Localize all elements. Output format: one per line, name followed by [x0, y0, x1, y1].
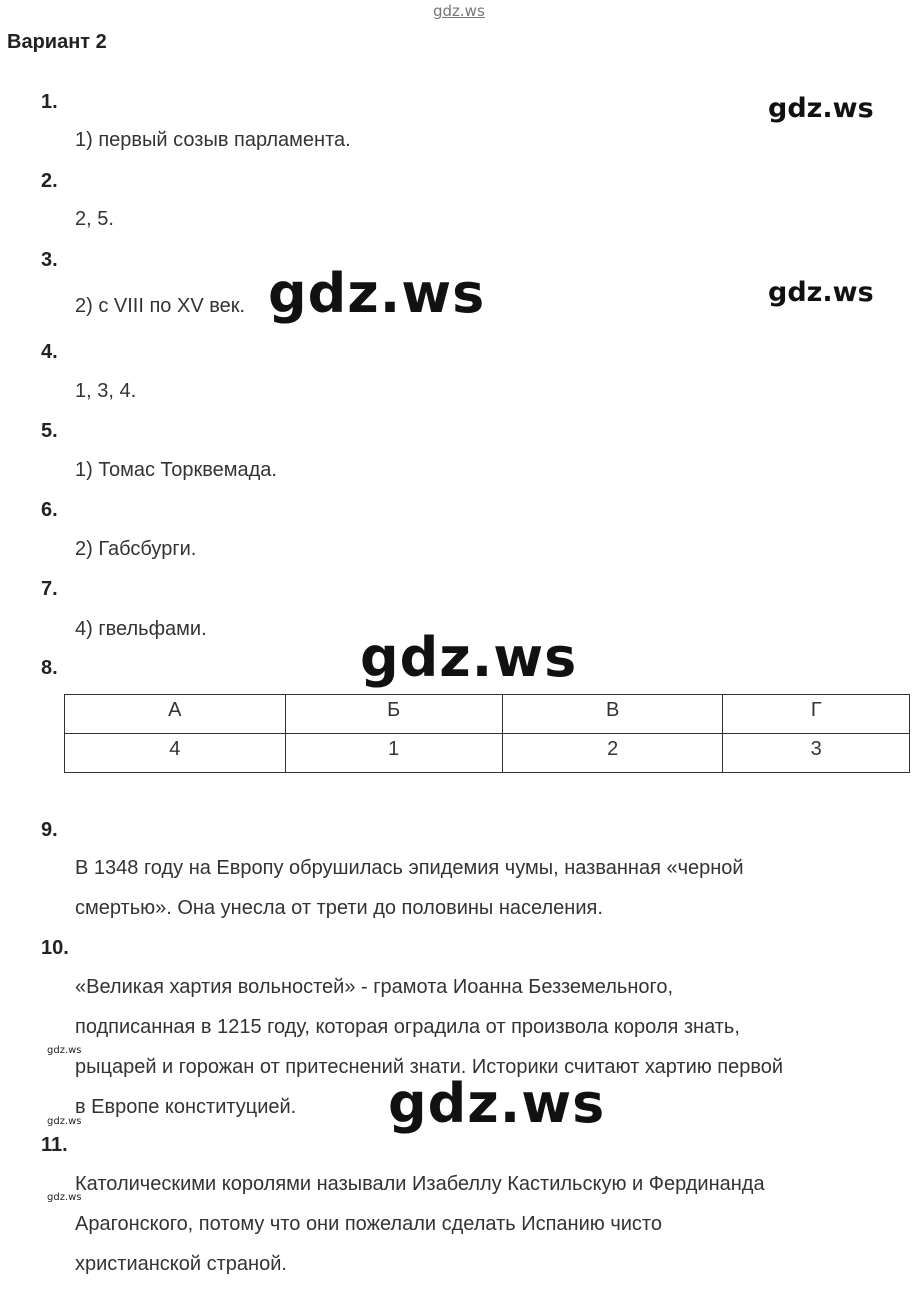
answer-line: В 1348 году на Европу обрушилась эпидемия чумы, названная «черной: [75, 857, 744, 879]
watermark-big-2: gdz.ws: [360, 626, 578, 689]
watermark-tiny-1: gdz.ws: [47, 1045, 82, 1056]
answer-4: 1, 3, 4.: [75, 380, 137, 402]
watermark-big-1: gdz.ws: [268, 262, 486, 325]
answer-line: христианской страной.: [75, 1253, 287, 1275]
answer-line: смертью». Она унесла от трети до половины населения.: [75, 897, 603, 919]
answer-2: 2, 5.: [75, 208, 114, 230]
table-value-cell: 2: [502, 734, 723, 773]
answer-line: Арагонского, потому что они пожелали сделать Испанию чисто: [75, 1213, 662, 1235]
table-header-cell: В: [502, 695, 723, 734]
watermark-top: gdz.ws: [433, 2, 485, 20]
answer-11: [75, 1164, 765, 1284]
watermark-tiny-2: gdz.ws: [47, 1116, 82, 1127]
answer-line: «Великая хартия вольностей» - грамота Иоанна Безземельного,: [75, 976, 674, 998]
answer-line: Католическими королями называли Изабеллу Кастильскую и Фердинанда: [75, 1173, 765, 1195]
question-number-10: 10.: [41, 937, 69, 959]
question-number-5: 5.: [41, 420, 58, 442]
table-header-cell: А: [65, 695, 286, 734]
table-value-row: [65, 734, 910, 773]
page-title: Вариант 2: [7, 31, 107, 53]
answer-10: [75, 967, 783, 1127]
answer-line: рыцарей и горожан от притеснений знати. Историки считают хартию первой: [75, 1056, 784, 1078]
answer-3: 2) с VIII по XV век.: [75, 295, 246, 317]
watermark-big-3: gdz.ws: [388, 1072, 606, 1135]
table-header-cell: Г: [723, 695, 910, 734]
question-number-4: 4.: [41, 341, 58, 363]
table-header-cell: Б: [285, 695, 502, 734]
answer-1: 1) первый созыв парламента.: [75, 129, 351, 151]
answer-9: [75, 848, 744, 928]
answer-line: подписанная в 1215 году, которая оградила от произвола короля знать,: [75, 1016, 740, 1038]
watermark-tiny-3: gdz.ws: [47, 1192, 82, 1203]
question-number-11: 11.: [41, 1134, 68, 1156]
question-number-8: 8.: [41, 657, 58, 679]
table-value-cell: 1: [285, 734, 502, 773]
answer-7: 4) гвельфами.: [75, 618, 207, 640]
question-number-7: 7.: [41, 578, 58, 600]
question-number-6: 6.: [41, 499, 58, 521]
answer-5: 1) Томас Торквемада.: [75, 459, 277, 481]
question-number-3: 3.: [41, 249, 58, 271]
watermark-right-1: gdz.ws: [768, 93, 874, 124]
answer-table-8: [64, 694, 910, 773]
answer-6: 2) Габсбурги.: [75, 538, 197, 560]
answer-line: в Европе конституцией.: [75, 1096, 297, 1118]
question-number-2: 2.: [41, 170, 58, 192]
table-value-cell: 4: [65, 734, 286, 773]
question-number-1: 1.: [41, 91, 58, 113]
table-header-row: [65, 695, 910, 734]
watermark-right-2: gdz.ws: [768, 277, 874, 308]
question-number-9: 9.: [41, 819, 58, 841]
table-value-cell: 3: [723, 734, 910, 773]
